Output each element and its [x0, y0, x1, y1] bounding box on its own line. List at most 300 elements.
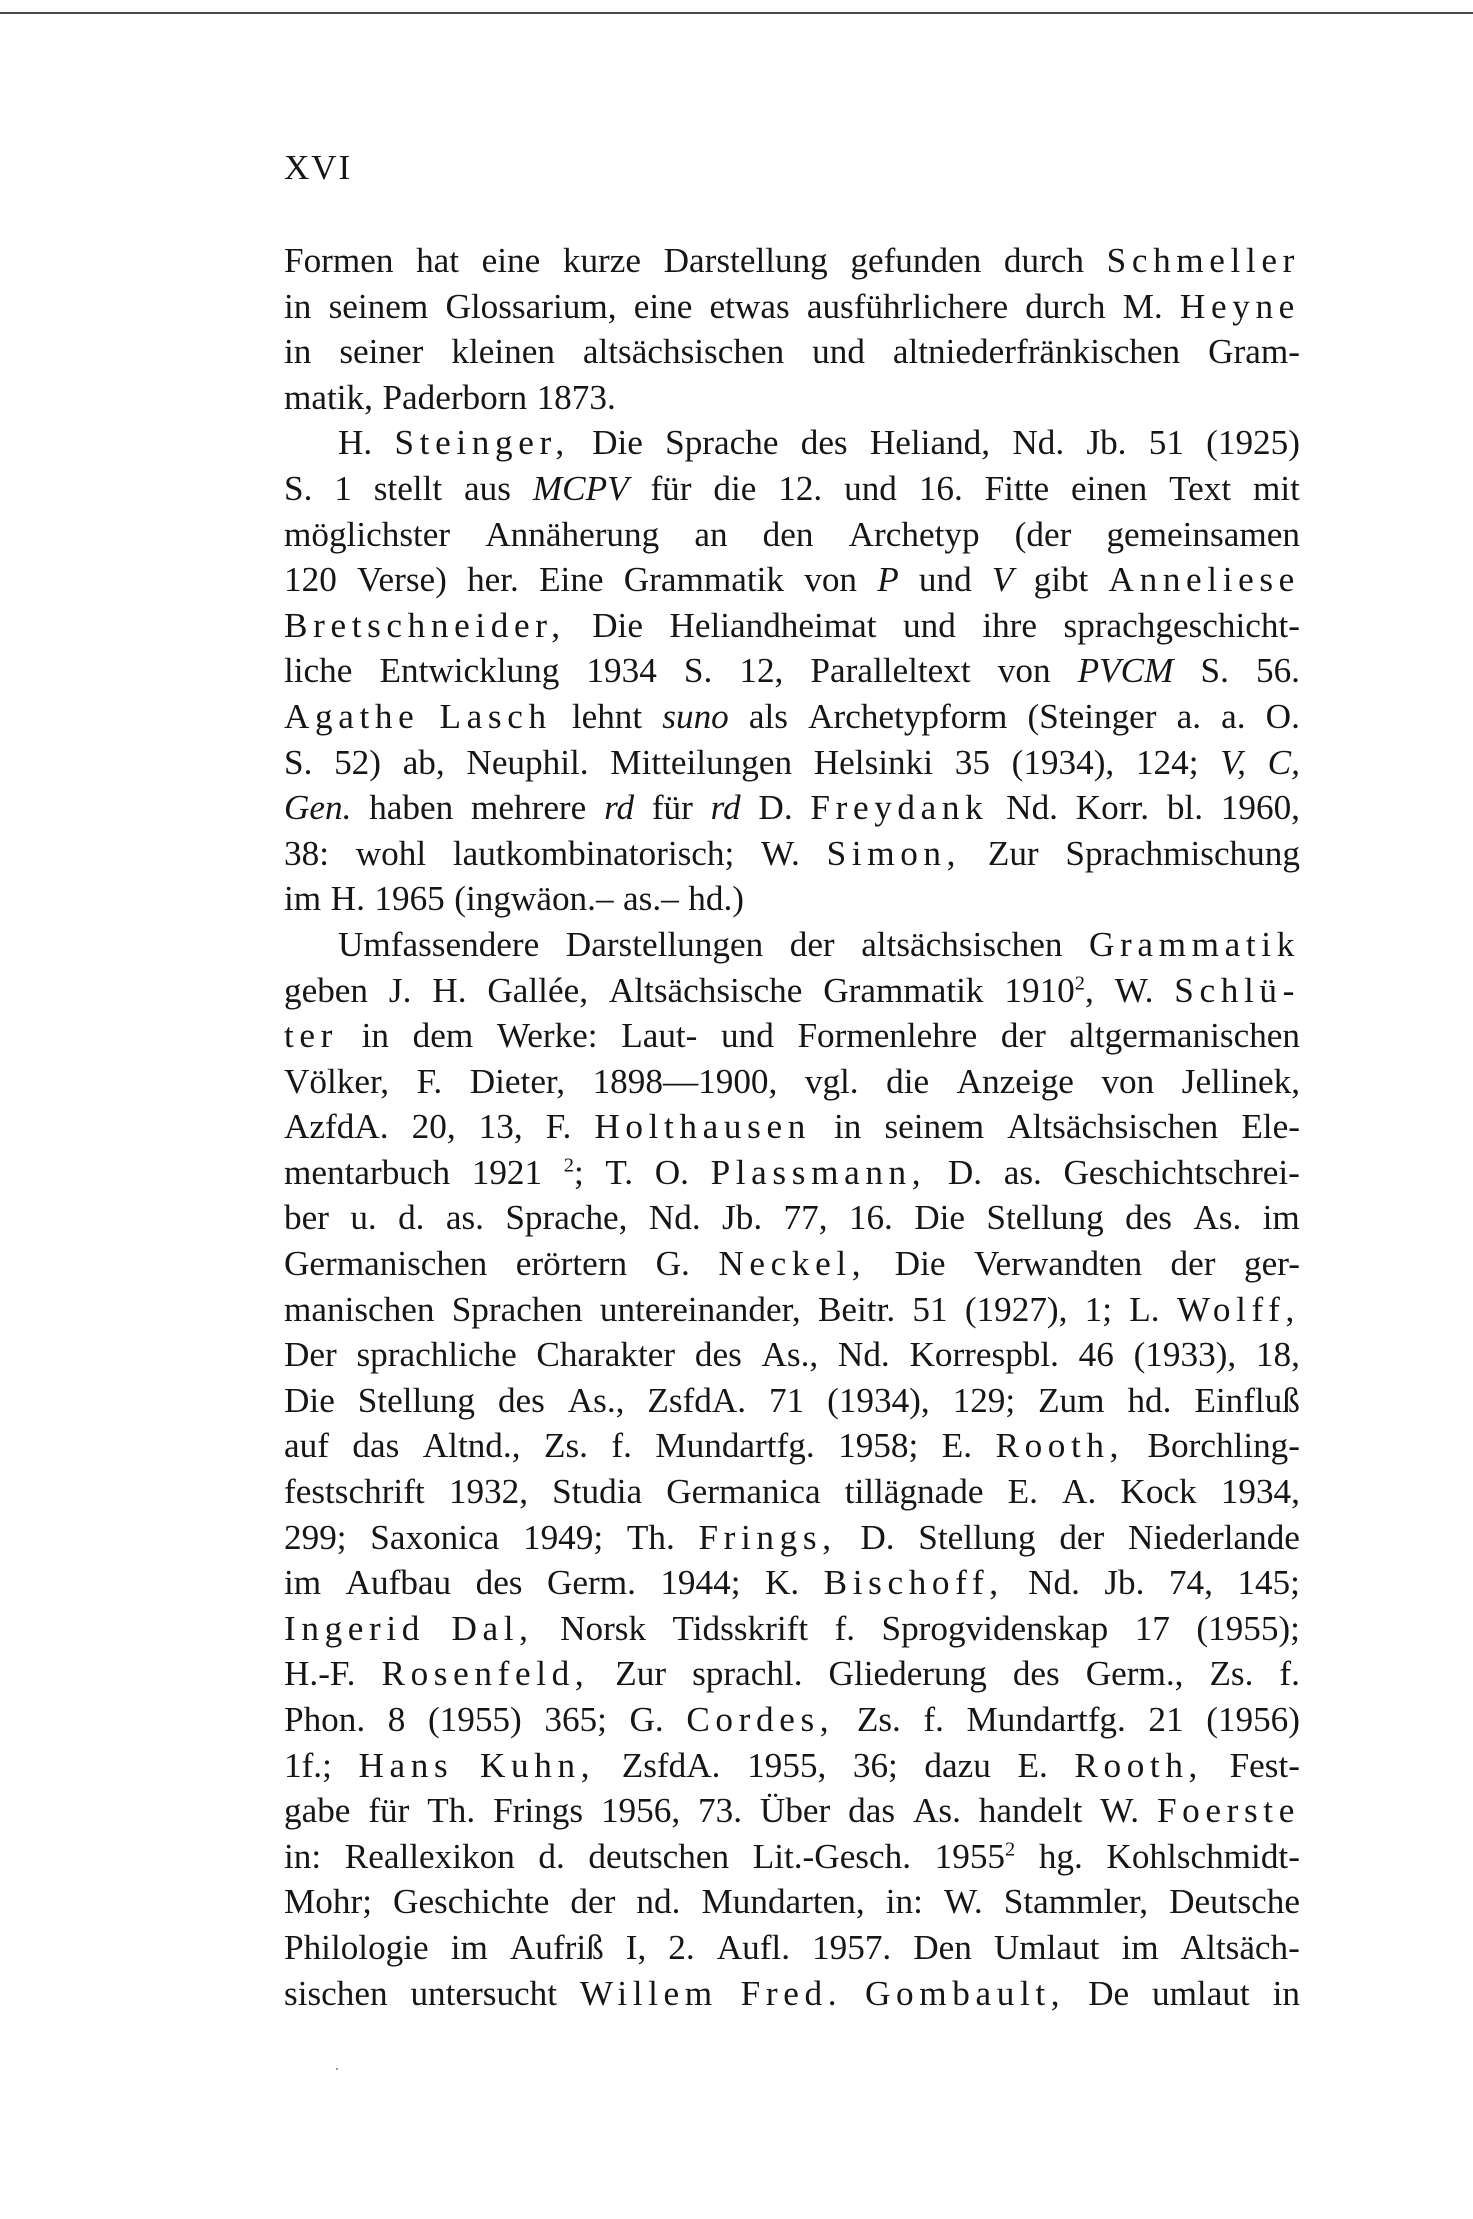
- word: Sprache: [665, 423, 779, 463]
- word: 1;: [1084, 1289, 1113, 1329]
- word: Altsächsische: [608, 970, 803, 1010]
- word: Studia: [552, 1472, 643, 1512]
- word: mehrere: [471, 788, 587, 828]
- word: 21: [1148, 1700, 1184, 1739]
- word: hg.: [1038, 1836, 1083, 1876]
- text-line: [284, 1195, 1300, 1241]
- word: altgermanischen: [1069, 1016, 1300, 1056]
- word: 20,: [411, 1107, 456, 1147]
- word: H.: [338, 423, 373, 463]
- word: H.-F.: [284, 1654, 356, 1694]
- word: deutschen: [588, 1836, 730, 1876]
- word: Jellinek,: [1181, 1061, 1300, 1101]
- word: handelt: [978, 1791, 1083, 1831]
- word: F.: [545, 1107, 572, 1147]
- word: T.: [605, 1152, 634, 1192]
- word: Sprogvidenskap: [881, 1608, 1109, 1648]
- word: seinem: [328, 286, 429, 326]
- text-line: [284, 1104, 1300, 1150]
- word: Kohlschmidt-: [1106, 1836, 1300, 1876]
- word: Bretschneider,: [284, 605, 566, 645]
- word: f.: [923, 1700, 944, 1739]
- word: O.: [1265, 696, 1300, 736]
- word: Mitteilungen: [610, 742, 793, 782]
- word: W.: [1114, 970, 1154, 1010]
- word: 1: [334, 468, 352, 508]
- word: a.: [1176, 696, 1202, 736]
- word: Jb.: [1104, 1563, 1145, 1603]
- word: Laut-: [621, 1016, 698, 1056]
- word: altsächsischen: [582, 332, 785, 372]
- word: 129;: [952, 1380, 1016, 1420]
- word: eine: [481, 241, 541, 280]
- word: Entwicklung: [379, 651, 560, 691]
- body-text: [284, 238, 1300, 2016]
- word: F.: [416, 1061, 443, 1101]
- word: für: [651, 788, 693, 828]
- word: d.: [538, 1836, 565, 1876]
- word: Mundarten,: [701, 1882, 865, 1922]
- word: 299;: [284, 1517, 347, 1557]
- word: 1960,: [1220, 788, 1300, 828]
- word: Lasch: [439, 696, 552, 736]
- word: in: [361, 1016, 390, 1056]
- word: S.: [284, 468, 313, 508]
- word: Gombault,: [865, 1973, 1066, 2013]
- word: mit: [1253, 468, 1300, 508]
- word: 120: [284, 560, 337, 600]
- word: Altnd.,: [422, 1426, 521, 1466]
- word: Germanischen: [284, 1244, 488, 1284]
- word: Fred.: [740, 1973, 843, 2013]
- word: S.: [284, 742, 313, 782]
- word: Ingerid: [284, 1608, 426, 1648]
- word: Die: [894, 1244, 946, 1284]
- word: 1932,: [448, 1472, 529, 1512]
- word: seinem: [884, 1107, 985, 1147]
- word: Stellung: [918, 1517, 1036, 1557]
- text-line: [284, 785, 1300, 831]
- word: u.: [350, 1198, 377, 1238]
- word: Aufriß: [509, 1927, 604, 1967]
- word: Zs.: [856, 1700, 901, 1739]
- word: 46: [1078, 1335, 1114, 1375]
- text-line: [284, 1515, 1300, 1561]
- word: Über: [759, 1791, 831, 1831]
- word: C,: [1267, 742, 1300, 782]
- word: 2.: [668, 1927, 695, 1967]
- word: W.: [1100, 1791, 1140, 1831]
- word: die: [886, 1061, 930, 1101]
- word: Tidsskrift: [672, 1608, 809, 1648]
- word: von: [804, 560, 857, 600]
- word: 52): [334, 742, 381, 782]
- word: im: [1262, 1198, 1300, 1238]
- word: ausführlichere: [806, 286, 1009, 326]
- word: des: [800, 423, 848, 463]
- word: der: [1059, 1517, 1105, 1557]
- word: Heliand,: [869, 423, 991, 463]
- word: des: [1012, 1654, 1060, 1694]
- word: (der: [1014, 514, 1072, 554]
- word: vgl.: [804, 1061, 859, 1101]
- word: der: [789, 924, 835, 964]
- text-line: [284, 1560, 1300, 1606]
- word: d.: [398, 1198, 425, 1238]
- word: Korrespbl.: [909, 1335, 1059, 1375]
- word: Hans: [358, 1745, 454, 1785]
- word: 73.: [698, 1791, 742, 1831]
- word: des: [694, 1335, 742, 1375]
- word: ab,: [402, 742, 445, 782]
- word: K.: [764, 1563, 800, 1603]
- word: das: [352, 1426, 400, 1466]
- word: 1956,: [600, 1791, 681, 1831]
- word: Nd.: [648, 1198, 701, 1238]
- word: A.: [1062, 1472, 1097, 1512]
- word: lautkombinatorisch;: [452, 833, 735, 873]
- word: und: [721, 1016, 774, 1056]
- word: von: [1101, 1061, 1155, 1101]
- word: Rooth,: [995, 1426, 1125, 1466]
- text-line: [284, 1971, 1300, 2017]
- word: as.–: [623, 879, 679, 919]
- word: 13,: [478, 1107, 523, 1147]
- word: 18,: [1255, 1335, 1300, 1375]
- word: sischen: [284, 1973, 388, 2013]
- word: untereinander,: [599, 1289, 801, 1329]
- word: festschrift: [284, 1472, 425, 1512]
- text-line: [284, 831, 1300, 877]
- text-line: [284, 1150, 1300, 1196]
- word: der: [1000, 1016, 1046, 1056]
- text-line: [284, 603, 1300, 649]
- word: Verwandten: [973, 1244, 1143, 1284]
- word: in: [1272, 1973, 1300, 2013]
- word: Gallée,: [487, 970, 588, 1010]
- word: f.: [1279, 1654, 1300, 1694]
- word: Geschichtschrei-: [1063, 1152, 1300, 1192]
- word: untersucht: [410, 1973, 558, 2013]
- word: Glossarium,: [445, 286, 617, 326]
- word: (1925): [1206, 423, 1300, 463]
- word: Formenlehre: [797, 1016, 978, 1056]
- word: für: [650, 468, 692, 508]
- word: Darstellungen: [565, 924, 764, 964]
- word: Altsäch-: [1180, 1927, 1300, 1967]
- word: Anzeige: [956, 1061, 1074, 1101]
- word: Stellung: [986, 1198, 1104, 1238]
- word: Stammler,: [1003, 1882, 1148, 1922]
- word: aus: [464, 468, 511, 508]
- word: und: [844, 468, 897, 508]
- text-line: [284, 1332, 1300, 1378]
- word: Neuphil.: [466, 742, 589, 782]
- word: Gram-: [1208, 332, 1300, 372]
- word: (ingwäon.–: [454, 879, 614, 919]
- word: Schmeller: [1106, 241, 1300, 280]
- word: Zur: [615, 1654, 667, 1694]
- word: S.: [1200, 651, 1229, 691]
- word: 145;: [1237, 1563, 1300, 1603]
- word: möglichster: [284, 514, 451, 554]
- word: ZsfdA.: [647, 1380, 747, 1420]
- word: Germanica: [666, 1472, 821, 1512]
- word: suno: [662, 696, 729, 736]
- word: ger-: [1243, 1244, 1300, 1284]
- word: 74,: [1168, 1563, 1213, 1603]
- text-line: [284, 1651, 1300, 1697]
- word: her.: [467, 560, 519, 600]
- word: 36;: [852, 1745, 898, 1785]
- word: Nd.: [1012, 423, 1065, 463]
- word: 1873.: [536, 377, 616, 417]
- text-line: [284, 1241, 1300, 1287]
- word: manischen: [284, 1289, 435, 1329]
- word: L.: [1129, 1289, 1160, 1329]
- word: W.: [761, 833, 800, 873]
- word: as.: [445, 1198, 484, 1238]
- word: P: [877, 560, 899, 600]
- word: Paderborn: [382, 377, 528, 417]
- word: 1921: [471, 1152, 543, 1192]
- word: umlaut: [1151, 1973, 1250, 2013]
- word: in: [284, 332, 312, 372]
- word: H.: [432, 970, 467, 1010]
- word: Lit.-Gesch.: [752, 1836, 912, 1876]
- word: ter: [284, 1016, 339, 1056]
- word: 1934: [586, 651, 657, 691]
- word: im: [284, 879, 322, 919]
- word: Geschichte: [393, 1882, 550, 1922]
- word: ZsfdA.: [621, 1745, 721, 1785]
- word: (1934),: [1011, 742, 1115, 782]
- word: tillägnade: [844, 1472, 984, 1512]
- word: erörtern: [515, 1244, 628, 1284]
- word: in: [284, 286, 312, 326]
- word: 1898—1900,: [592, 1061, 778, 1101]
- word: auf: [284, 1426, 329, 1466]
- word: Formen: [284, 241, 394, 280]
- word: Mohr;: [284, 1882, 372, 1922]
- top-rule: [0, 12, 1473, 14]
- word: 1f.;: [284, 1745, 332, 1785]
- word: Rosenfeld,: [381, 1654, 590, 1694]
- text-line: [284, 557, 1300, 603]
- word: in:: [284, 1836, 322, 1876]
- word: As.: [1193, 1198, 1242, 1238]
- word: altsächsischen: [861, 924, 1063, 964]
- word: I,: [625, 1927, 647, 1967]
- word: Sprachmischung: [1065, 833, 1300, 873]
- word: Germ.,: [1085, 1654, 1184, 1694]
- word: Sprache,: [505, 1198, 628, 1238]
- word: das: [848, 1791, 896, 1831]
- word: 1957.: [812, 1927, 892, 1967]
- word: Werke:: [496, 1016, 598, 1056]
- word: 1910$^2$,: [1004, 970, 1094, 1010]
- word: sprachliche: [356, 1335, 517, 1375]
- word: (Steinger: [1027, 696, 1157, 736]
- word: 1965: [374, 879, 445, 919]
- word: M.: [1122, 286, 1163, 326]
- word: Zum: [1038, 1380, 1105, 1420]
- word: 51: [1148, 423, 1184, 463]
- word: Freydank: [810, 788, 989, 828]
- word: Schlü-: [1174, 970, 1300, 1010]
- page-number: XVI: [284, 148, 353, 187]
- word: gabe: [284, 1791, 351, 1831]
- word: Wolff,: [1176, 1289, 1300, 1329]
- text-line: [284, 1013, 1300, 1059]
- word: etwas: [709, 286, 790, 326]
- word: D.: [947, 1152, 983, 1192]
- word: und: [903, 605, 956, 645]
- text-line: [284, 1287, 1300, 1333]
- word: E.: [941, 1426, 973, 1466]
- word: Th.: [626, 1517, 675, 1557]
- word: Eine: [539, 560, 604, 600]
- word: as.: [1003, 1152, 1042, 1192]
- word: rd: [710, 788, 741, 828]
- word: matik,: [284, 377, 373, 417]
- word: Cordes,: [686, 1700, 835, 1739]
- text-line: [284, 876, 1300, 922]
- word: Deutsche: [1169, 1882, 1300, 1922]
- word: J.: [388, 970, 412, 1010]
- word: Agathe: [284, 696, 420, 736]
- word: Text: [1169, 468, 1232, 508]
- word: E.: [1007, 1472, 1038, 1512]
- word: G.: [629, 1700, 664, 1739]
- word: Charakter: [536, 1335, 676, 1375]
- word: hd.: [1127, 1380, 1172, 1420]
- word: im: [450, 1927, 488, 1967]
- word: gefunden: [850, 241, 982, 280]
- word: des: [497, 1380, 545, 1420]
- word: Aufbau: [345, 1563, 452, 1603]
- text-line: [284, 284, 1300, 330]
- word: Umlaut: [993, 1927, 1100, 1967]
- word: 56.: [1255, 651, 1300, 691]
- word: Norsk: [560, 1608, 647, 1648]
- word: Anneliese: [1108, 560, 1300, 600]
- word: dem: [412, 1016, 474, 1056]
- text-line: [284, 1879, 1300, 1925]
- text-line: [284, 1834, 1300, 1880]
- word: mentarbuch: [284, 1152, 451, 1192]
- word: Gliederung: [828, 1654, 987, 1694]
- word: Mundartfg.: [966, 1700, 1126, 1739]
- word: Holthausen: [594, 1107, 811, 1147]
- word: Frings,: [698, 1517, 837, 1557]
- word: geben: [284, 970, 369, 1010]
- word: in:: [885, 1882, 923, 1922]
- word: Nd.: [1006, 788, 1058, 828]
- text-line: [284, 922, 1300, 968]
- word: Den: [913, 1927, 972, 1967]
- text-line: [284, 329, 1300, 375]
- word: hd.): [688, 879, 744, 919]
- word: 1955$^2$: [934, 1836, 1016, 1876]
- text-line: [284, 1697, 1300, 1743]
- word: PVCM: [1077, 651, 1174, 691]
- word: 1955,: [747, 1745, 827, 1785]
- word: 365;: [544, 1700, 607, 1739]
- word: und: [918, 560, 972, 600]
- word: (1927),: [964, 1289, 1068, 1329]
- word: Jb.: [722, 1198, 763, 1238]
- word: 71: [768, 1380, 805, 1420]
- word: 51: [912, 1289, 948, 1329]
- word: die: [713, 468, 757, 508]
- word: Stellung: [357, 1380, 476, 1420]
- word: sprachgeschicht-: [1063, 605, 1300, 645]
- word: als: [748, 696, 788, 736]
- word: f.: [834, 1608, 856, 1648]
- text-line: [284, 1378, 1300, 1424]
- word: Einfluß: [1194, 1380, 1300, 1420]
- word: einen: [1071, 468, 1148, 508]
- word: (1955);: [1196, 1608, 1300, 1648]
- word: der: [570, 1882, 616, 1922]
- word: Kuhn,: [479, 1745, 596, 1785]
- word: Grammatik: [1089, 924, 1300, 964]
- word: durch: [1003, 241, 1085, 280]
- text-line: [284, 420, 1300, 466]
- word: Willem: [579, 1973, 718, 2013]
- word: sprachl.: [692, 1654, 803, 1694]
- word: (1955): [427, 1700, 522, 1739]
- word: kurze: [562, 241, 642, 280]
- text-line: [284, 238, 1300, 284]
- word: den: [762, 514, 814, 554]
- word: Beitr.: [817, 1289, 896, 1329]
- word: Fitte: [984, 468, 1050, 508]
- word: seiner: [339, 332, 424, 372]
- word: an: [694, 514, 728, 554]
- word: Kock: [1120, 1472, 1197, 1512]
- word: Fest-: [1229, 1745, 1300, 1785]
- word: des: [1125, 1198, 1172, 1238]
- word: V: [991, 560, 1014, 600]
- word: As.,: [567, 1380, 625, 1420]
- word: Die: [592, 423, 643, 463]
- word: Heyne: [1179, 286, 1300, 326]
- word: Der: [284, 1335, 337, 1375]
- stray-mark: [336, 2068, 338, 2070]
- word: Heliandheimat: [669, 605, 877, 645]
- word: Saxonica: [370, 1517, 500, 1557]
- word: D.: [860, 1517, 895, 1557]
- word: durch: [1025, 286, 1106, 326]
- text-line: [284, 1469, 1300, 1515]
- word: Nd.: [1028, 1563, 1080, 1603]
- word: Dal,: [451, 1608, 534, 1648]
- word: Reallexikon: [344, 1836, 515, 1876]
- word: 38:: [284, 833, 329, 873]
- word: 1944;: [660, 1563, 741, 1603]
- word: As.: [912, 1791, 961, 1831]
- word: stellt: [373, 468, 443, 508]
- word: $^2$;: [563, 1152, 584, 1192]
- word: und: [812, 332, 865, 372]
- text-line: [284, 1606, 1300, 1652]
- word: Dieter,: [469, 1061, 566, 1101]
- text-line: [284, 1059, 1300, 1105]
- word: der: [1170, 1244, 1216, 1284]
- word: ihre: [982, 605, 1038, 645]
